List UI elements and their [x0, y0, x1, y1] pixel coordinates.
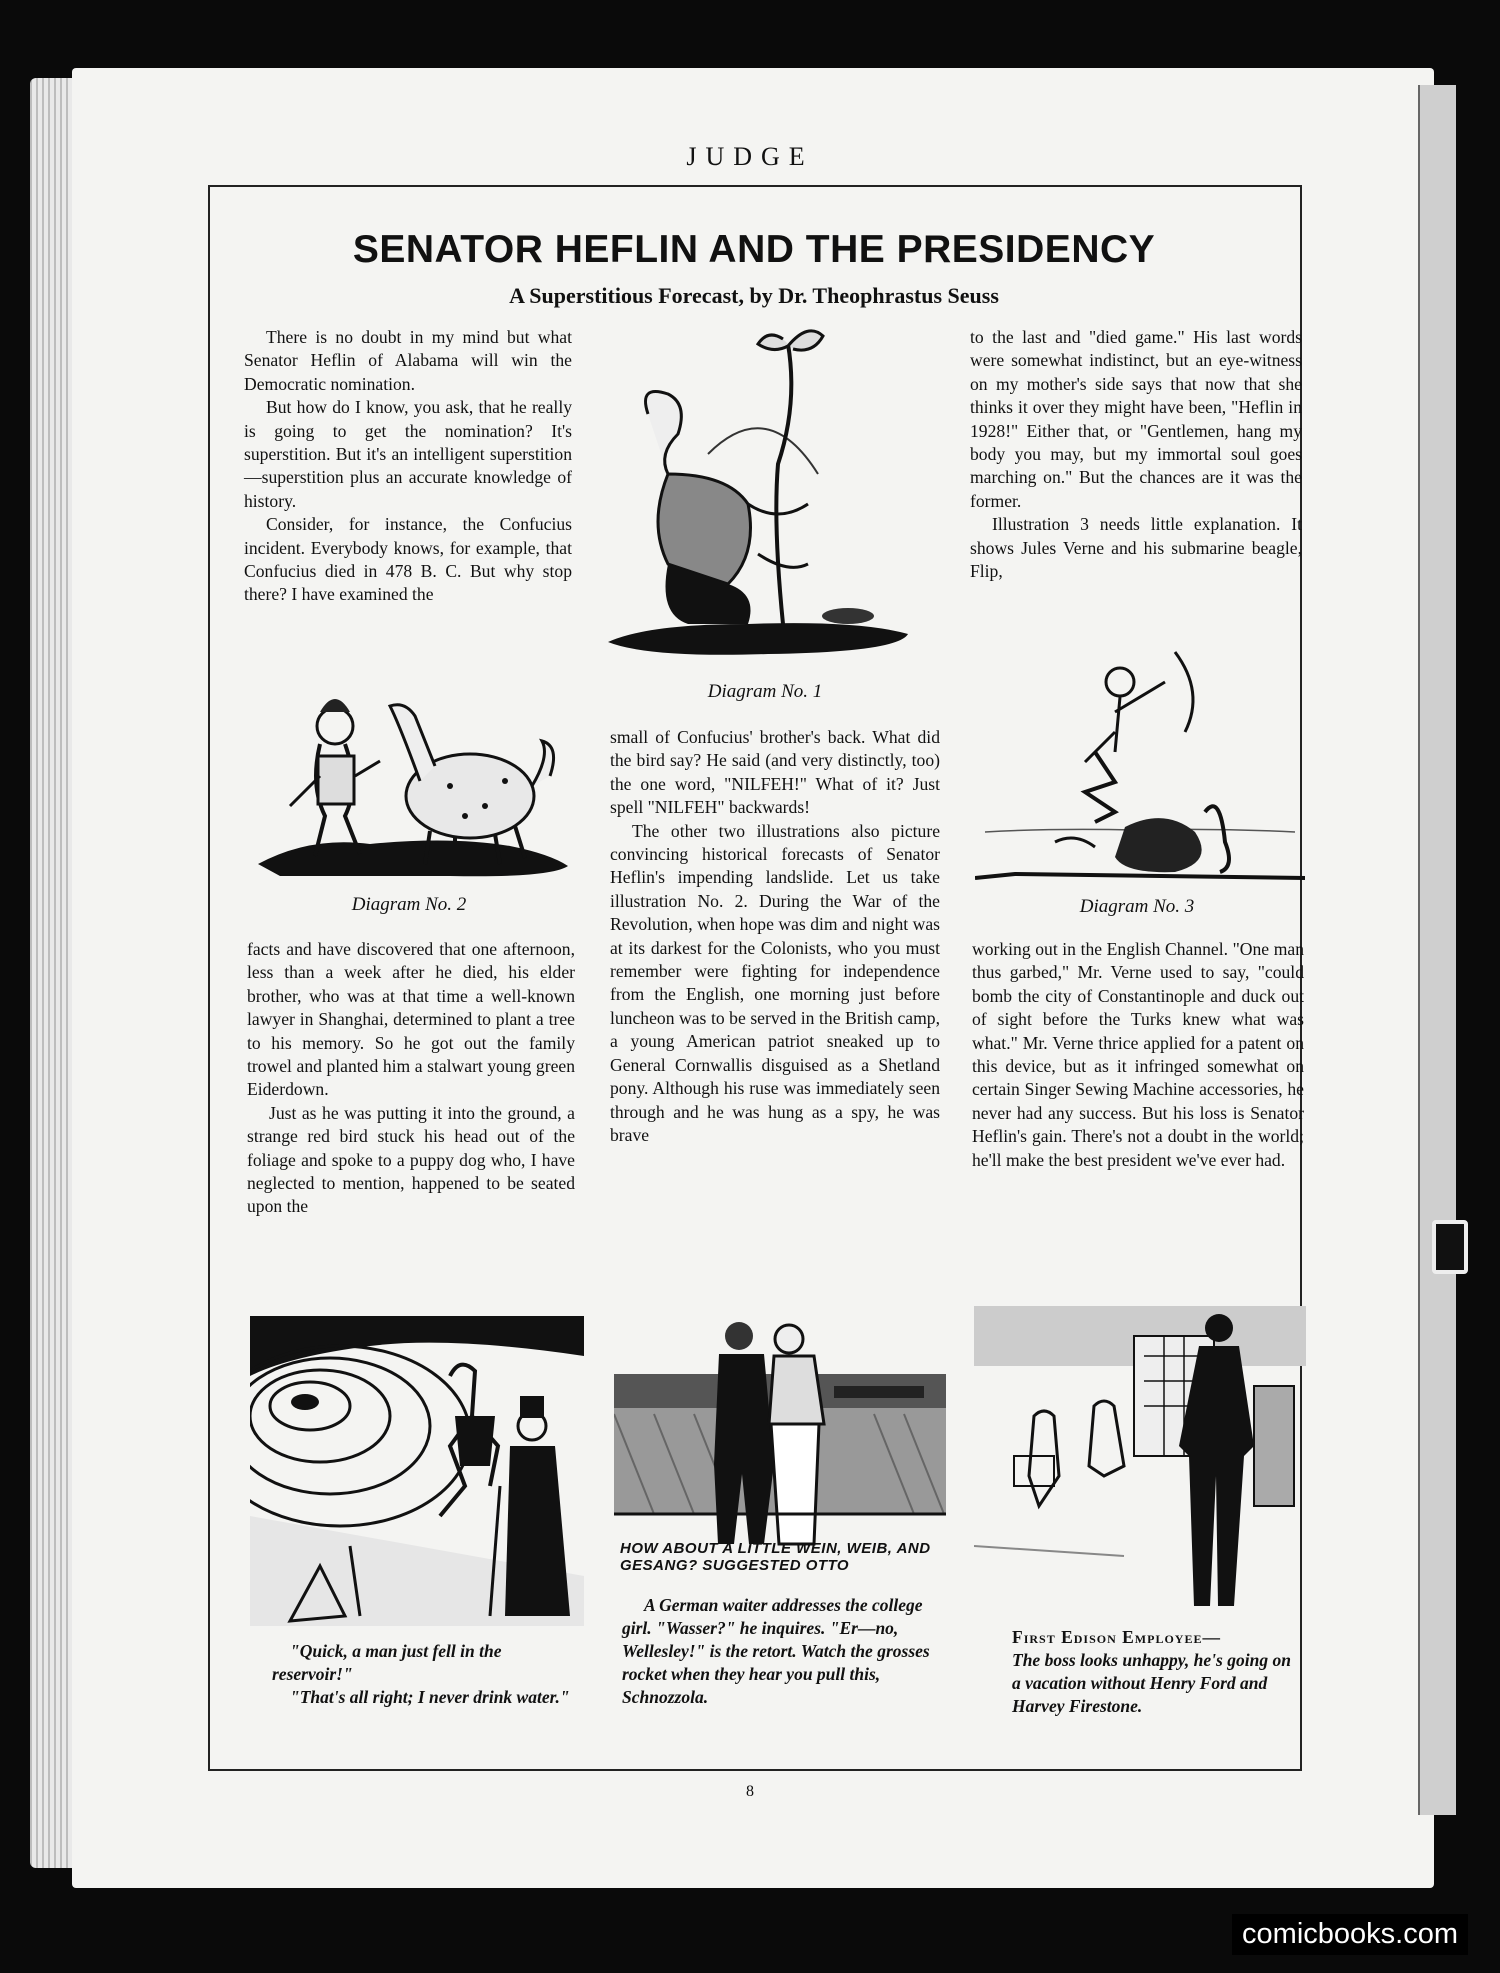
- diagram-1-caption: Diagram No. 1: [707, 681, 823, 702]
- cartoon-edison-caption: [1012, 1626, 1296, 1718]
- cartoon-edison-illustration: [974, 1306, 1306, 1618]
- article-title: SENATOR HEFLIN AND THE PRESIDENCY: [352, 228, 1156, 271]
- paragraph: There is no doubt in my mind but what Senator Heflin of Alabama will win the Democratic nomination.: [244, 327, 572, 394]
- paragraph: small of Confucius' brother's back. What did the bird say? He said (and very distinctly, too) the one word, "NILFEH!" What of it? Just spell "NILFEH" backwards!: [610, 727, 940, 818]
- column-3-bottom: [972, 938, 1304, 1172]
- caption-speaker: First Edison Employee—: [1012, 1627, 1221, 1647]
- cartoon-reservoir-caption: [272, 1640, 572, 1709]
- column-2: [610, 726, 940, 1147]
- diagram-3-illustration: [975, 642, 1305, 890]
- paragraph: Just as he was putting it into the ground, a strange red bird stuck his head out of the foliage and spoke to a puppy dog who, I have neglected to mention, happened to be seated upon the: [247, 1102, 575, 1217]
- paragraph: facts and have discovered that one afternoon, less than a week after he died, his elder brother, who was at that time a well-known lawyer in Shanghai, determined to plant a tree to his memory. So he got out the family trowel and planted him a stalwart young green Eiderdown.: [247, 939, 575, 1100]
- column-1-bottom: [247, 938, 575, 1219]
- paragraph: Consider, for instance, the Confucius incident. Everybody knows, for example, that Confucius died in 478 B. C. But why stop there? I have examined the: [244, 514, 572, 605]
- caption-text: The boss looks unhappy, he's going on a vacation without Henry Ford and Harvey Firestone.: [1012, 1650, 1291, 1716]
- running-head: JUDGE: [686, 142, 814, 171]
- paragraph: Illustration 3 needs little explanation. It shows Jules Verne and his submarine beagle, Flip,: [970, 514, 1302, 582]
- diagram-1-illustration: [608, 324, 918, 664]
- caption-line: "That's all right; I never drink water.": [290, 1687, 570, 1707]
- page-number: 8: [746, 1783, 754, 1800]
- caption-line: "Quick, a man just fell in the reservoir!": [272, 1641, 502, 1684]
- paragraph: working out in the English Channel. "One man thus garbed," Mr. Verne used to say, "could bomb the city of Constantinople and duck out of sight before the Turks knew what was what." Mr. Verne thrice applied for a patent on this device, but as it infringed somewhat on certain Singer Sewing Machine accessories, he never had any success. But his loss is Senator Heflin's gain. There's not a doubt in the world; he'll make the best president we've ever had.: [972, 939, 1304, 1170]
- diagram-2-caption: Diagram No. 2: [351, 894, 467, 915]
- column-1-top: [244, 326, 572, 607]
- diagram-2-illustration: [250, 686, 576, 882]
- cartoon-reservoir-illustration: [250, 1316, 584, 1626]
- paragraph: to the last and "died game." His last words were somewhat indistinct, but an eye-witness on my mother's side says that now that she thinks it over they might have been, "Heflin in 1928!" Either that, or "Gentlemen, hang my body you may, but my immortal soul goes marching on." But the chances are it was the former.: [970, 327, 1302, 511]
- cartoon-waiter-lettering: HOW ABOUT A LITTLE WEIN, WEIB, AND GESANG? SUGGESTED OTTO: [620, 1540, 931, 1574]
- caption-text: A German waiter addresses the college girl. "Wasser?" he inquires. "Er—no, Wellesley!" is the retort. Watch the grosses rocket when they hear you pull this, Schnozzola.: [622, 1595, 930, 1707]
- cartoon-waiter-caption: [622, 1594, 940, 1709]
- cartoon-waiter-illustration: [614, 1314, 946, 1574]
- paragraph: The other two illustrations also picture convincing historical forecasts of Senator Heflin's impending landslide. Let us take illustration No. 2. During the War of the Revolution, when hope was dim and night was at its darkest for the Colonists, who you must remember were fighting for independence from the English, one morning just before luncheon was to be served in the British camp, a young American patriot sneaked up to General Cornwallis disguised as a Shetland pony. Although his ruse was immediately seen through and he was hung as a spy, he was brave: [610, 820, 940, 1145]
- binding-edge: [1418, 85, 1456, 1815]
- diagram-3-caption: Diagram No. 3: [1079, 896, 1195, 917]
- article-byline: A Superstitious Forecast, by Dr. Theophrastus Seuss: [509, 283, 999, 308]
- column-3-top: [970, 326, 1302, 583]
- paragraph: But how do I know, you ask, that he really is going to get the nomination? It's superstition. But it's an intelligent superstition —superstition plus an accurate knowledge of history.: [244, 397, 572, 511]
- watermark: comicbooks.com: [1232, 1914, 1468, 1955]
- binder-tab: [1432, 1220, 1468, 1274]
